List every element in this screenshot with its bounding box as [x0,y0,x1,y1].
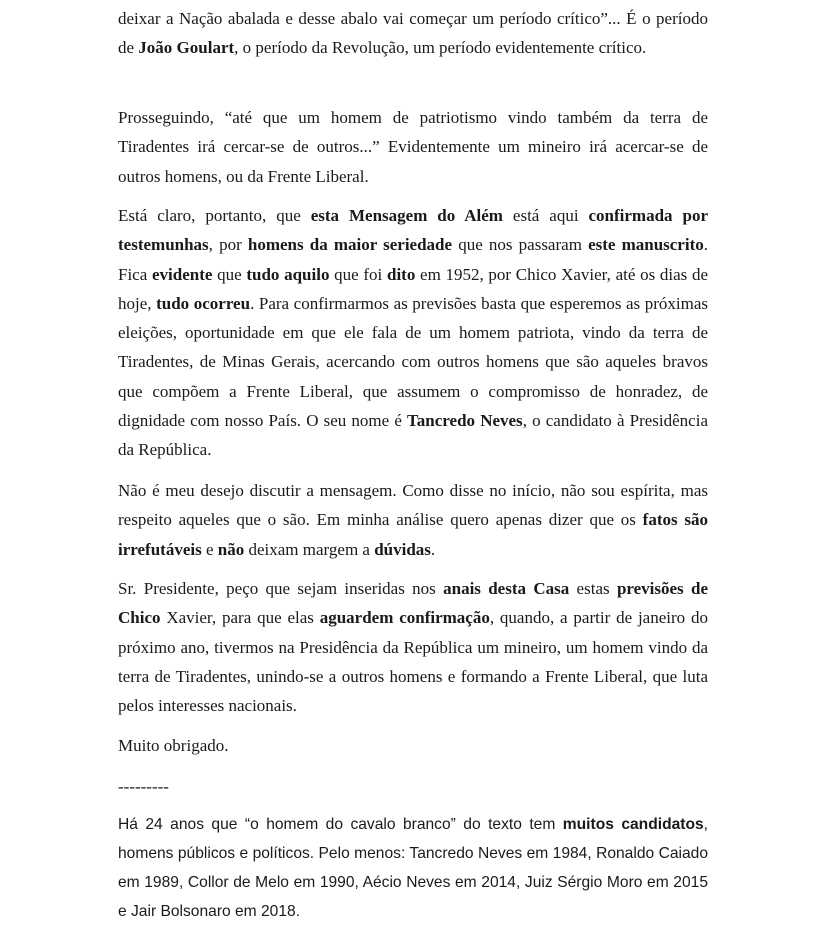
paragraph-mensagem-block [118,201,708,465]
text-run: e [201,539,218,559]
bold-run: aguardem confirmação [319,608,490,628]
bold-run: previsões de Chico [118,579,709,628]
text-run: estas [569,579,617,598]
text-run: Não é meu desejo discutir a mensagem. Como disse no início, não sou espírita, mas respeito aqueles que o são. Em minha análise quero apenas dizer que os [118,481,708,530]
bold-run: João Goulart [138,38,235,58]
bold-run: esta Mensagem do Além [310,206,503,225]
paragraph-nao-e-meu-desejo [118,476,708,564]
text-run: , o candidato à Presidência da República. [118,411,708,460]
paragraph-period-goulart [118,4,708,63]
text-run: em 1952, por Chico Xavier, até os dias de hoje, [118,264,709,313]
text-run: deixar a Nação abalada e desse abalo vai começar um período crítico”... É o período de [118,9,708,58]
text-run: , por [208,235,248,255]
note-paragraph [118,810,708,926]
paragraph-prosseguindo [118,103,708,191]
bold-run: fatos são irrefutáveis [118,510,708,559]
text-run: Prosseguindo, “até que um homem de patriotismo vindo também da terra de Tiradentes irá cercar-se de outros...” Evidentemente um mineiro irá acercar-se de outros homens, ou da Frente Liberal. [118,108,708,186]
paragraph-presidente-block [118,574,708,720]
bold-run: dúvidas [374,539,431,559]
bold-run: este manuscrito [588,235,704,255]
bold-run: não [217,539,245,559]
text-run: Há 24 anos que “o homem do cavalo branco” do texto tem [118,816,563,833]
bold-run: anais desta Casa [443,579,570,598]
text-run: Muito obrigado. [118,736,229,755]
bold-run: confirmada por testemunhas [118,206,708,255]
paragraph-closing-block [118,731,708,760]
bold-run: dito [386,264,416,284]
bold-run: tudo aquilo [246,264,330,284]
text-run: Xavier, para que elas [160,608,320,628]
text-run: que foi [329,264,387,284]
text-run: , quando, a partir de janeiro do próximo ano, tivermos na Presidência da República um mineiro, um homem vindo da terra de Tiradentes, unindo-se a outros homens e formando a Frente Liberal, que luta pelos interesses nacionais. [118,608,708,716]
text-run: . [430,539,436,559]
text-run: . Para confirmarmos as previsões basta que esperemos as próximas eleições, oportunidade em que ele fala de um homem patriota, vindo da terra de Tiradentes, de Minas Gerais, acercando com outros homens que são aqueles bravos que compõem a Frente Liberal, que assumem o compromisso de honradez, de dignidade com nosso País. O seu nome é [118,293,708,431]
bold-run: muitos candidatos [562,816,704,833]
text-run: . Fica [118,235,708,284]
text-run: deixam margem a [244,539,375,559]
bold-run: Tancredo Neves [407,411,523,431]
text-run: Está claro, portanto, que [118,206,311,225]
bold-run: homens da maior seriedade [247,235,453,255]
text-run: , o período da Revolução, um período evidentemente crítico. [234,38,647,58]
text-run: Sr. Presidente, peço que sejam inseridas nos [118,579,444,598]
bold-run: evidente [151,264,213,284]
text-run: que [212,264,247,284]
section-divider: --------- [118,777,169,796]
paragraph-desejo-block [118,476,708,564]
text-run: , homens públicos e políticos. Pelo menos: Tancredo Neves em 1984, Ronaldo Caiado em 1989, Collor de Melo em 1990, Aécio Neves em 2014, Juiz Sérgio Moro em 2015 e Jair Bolsonaro em 2018. [118,816,709,920]
paragraph-prosseguindo-block [118,103,708,191]
speech-body [118,0,708,63]
text-run: está aqui [502,206,589,225]
paragraph-mensagem-do-alem [118,201,708,465]
note-block [118,810,708,926]
paragraph-sr-presidente [118,574,708,720]
bold-run: tudo ocorreu [156,293,251,313]
paragraph-muito-obrigado [118,731,708,760]
text-run: que nos passaram [452,235,589,255]
